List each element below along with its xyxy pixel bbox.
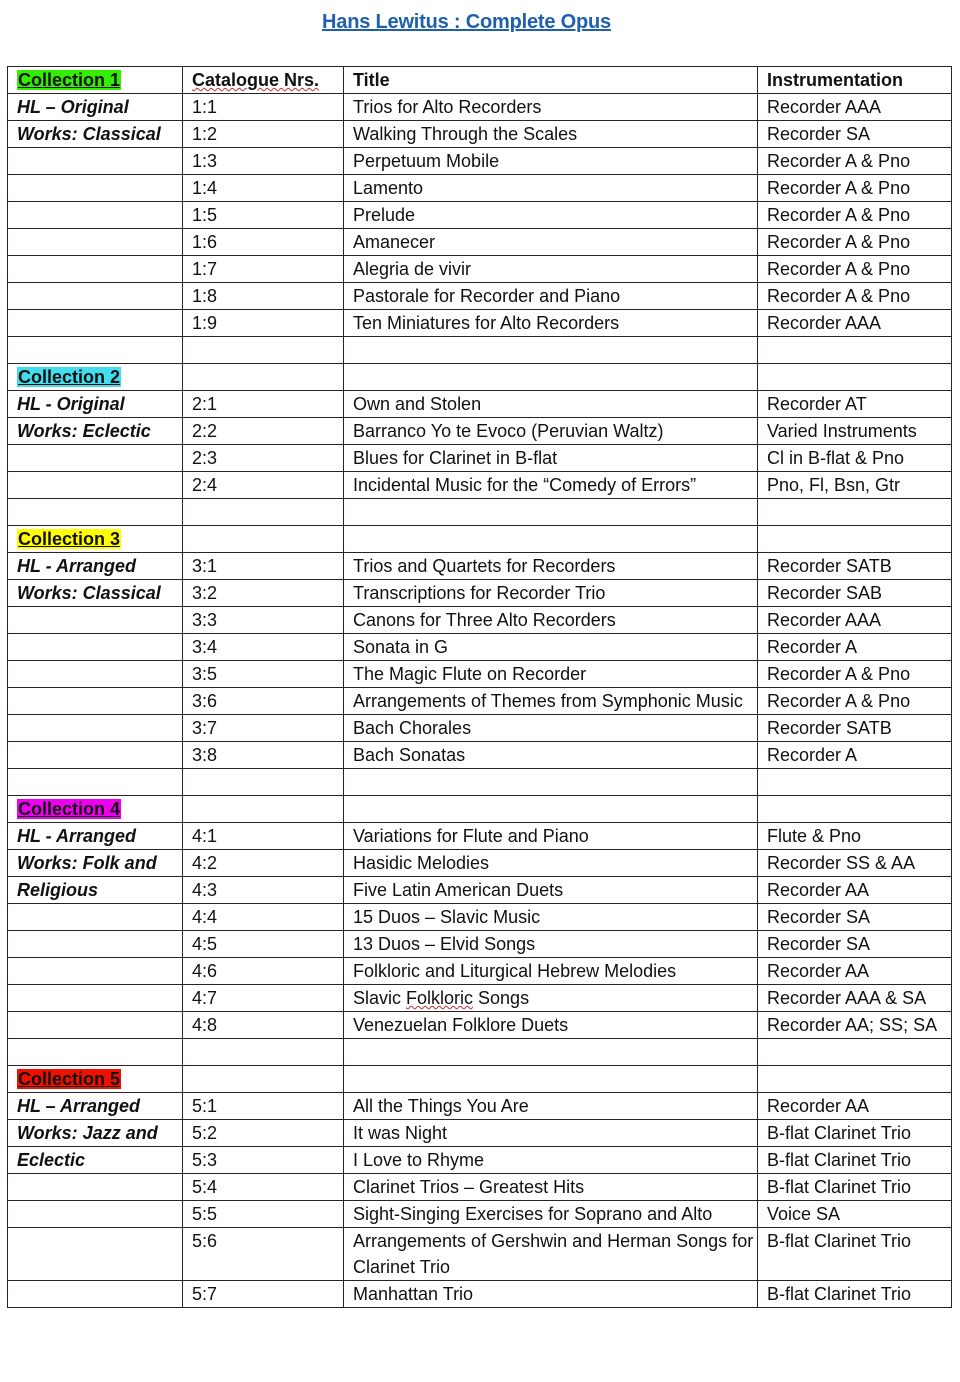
work-title-cell — [344, 931, 758, 958]
work-title-text: Variations for Flute and Piano — [353, 826, 589, 846]
collection-group-cell: Works: Jazz and — [8, 1120, 183, 1147]
collection-group-cell — [8, 958, 183, 985]
collection-group-cell — [8, 634, 183, 661]
instrumentation-cell: Recorder AA — [758, 1093, 952, 1120]
work-title-text: Arrangements of Themes from Symphonic Music — [353, 691, 743, 711]
work-row — [8, 1093, 952, 1120]
catalogue-nr-cell: 4:8 — [183, 1012, 344, 1039]
collection-group-cell: HL - Arranged — [8, 553, 183, 580]
work-title-text: Trios for Alto Recorders — [353, 97, 542, 117]
spellcheck-mark: Folkloric — [406, 988, 474, 1008]
work-title-text: Walking Through the Scales — [353, 124, 578, 144]
work-title-text: Ten Miniatures for Alto Recorders — [353, 313, 620, 333]
work-row — [8, 1201, 952, 1228]
empty-cell — [344, 769, 758, 796]
work-title-text: Hasidic Melodies — [353, 853, 490, 873]
collection-4-label: Collection 4 — [18, 799, 121, 819]
empty-cell — [758, 526, 952, 553]
work-title-cell — [344, 418, 758, 445]
empty-cell — [344, 499, 758, 526]
catalogue-nr-cell: 3:2 — [183, 580, 344, 607]
catalogue-nr-cell: 1:1 — [183, 94, 344, 121]
work-title-cell — [344, 985, 758, 1012]
spacer-row — [8, 769, 952, 796]
work-title-cell — [344, 823, 758, 850]
work-title-cell — [344, 1120, 758, 1147]
work-title-cell — [344, 742, 758, 769]
collection-3-label: Collection 3 — [18, 529, 121, 549]
header-title: Title — [344, 67, 758, 94]
catalogue-nr-cell: 4:6 — [183, 958, 344, 985]
instrumentation-cell: Recorder AA; SS; SA — [758, 1012, 952, 1039]
instrumentation-cell: Recorder A — [758, 742, 952, 769]
empty-cell — [183, 796, 344, 823]
work-title-text: It was Night — [353, 1123, 448, 1143]
work-title-cell — [344, 1093, 758, 1120]
work-title-cell — [344, 661, 758, 688]
work-title-cell — [344, 553, 758, 580]
work-title-text: 13 Duos – Elvid Songs — [353, 934, 536, 954]
work-title-text: Incidental Music for the “Comedy of Errors” — [353, 475, 697, 495]
instrumentation-cell: Recorder A & Pno — [758, 256, 952, 283]
work-row — [8, 472, 952, 499]
catalogue-nr-cell: 5:5 — [183, 1201, 344, 1228]
work-title-text: Bach Chorales — [353, 718, 472, 738]
collection-group-cell — [8, 1281, 183, 1308]
instrumentation-cell: Recorder A & Pno — [758, 202, 952, 229]
instrumentation-cell: Pno, Fl, Bsn, Gtr — [758, 472, 952, 499]
work-row — [8, 148, 952, 175]
work-row — [8, 553, 952, 580]
work-title-text: 15 Duos – Slavic Music — [353, 907, 541, 927]
collection-group-cell — [8, 202, 183, 229]
empty-cell — [758, 499, 952, 526]
instrumentation-cell: Flute & Pno — [758, 823, 952, 850]
collection-group-cell: HL – Arranged — [8, 1093, 183, 1120]
catalogue-nr-cell: 5:6 — [183, 1228, 344, 1281]
catalogue-nr-cell: 5:2 — [183, 1120, 344, 1147]
collection-group-cell — [8, 1012, 183, 1039]
work-row — [8, 229, 952, 256]
catalogue-nr-cell: 1:2 — [183, 121, 344, 148]
empty-cell — [183, 526, 344, 553]
instrumentation-cell: Recorder A & Pno — [758, 175, 952, 202]
opus-table — [7, 66, 952, 1308]
empty-cell — [183, 364, 344, 391]
catalogue-nr-cell: 4:3 — [183, 877, 344, 904]
collection-group-cell: Works: Folk and — [8, 850, 183, 877]
catalogue-nr-cell: 1:4 — [183, 175, 344, 202]
work-title-text: Arrangements of Gershwin and Herman Songs for Clarinet Trio — [353, 1231, 754, 1277]
catalogue-nr-cell: 4:1 — [183, 823, 344, 850]
empty-cell — [183, 1039, 344, 1066]
collection-group-cell — [8, 283, 183, 310]
collection-group-cell — [8, 229, 183, 256]
work-title-cell — [344, 607, 758, 634]
instrumentation-cell: Recorder SATB — [758, 715, 952, 742]
work-title-cell — [344, 1174, 758, 1201]
catalogue-nr-cell: 5:4 — [183, 1174, 344, 1201]
work-row — [8, 850, 952, 877]
catalogue-nr-cell: 5:3 — [183, 1147, 344, 1174]
work-title-cell — [344, 958, 758, 985]
work-title-cell — [344, 1201, 758, 1228]
instrumentation-cell: Varied Instruments — [758, 418, 952, 445]
work-title-text: The Magic Flute on Recorder — [353, 664, 587, 684]
work-title-cell — [344, 1281, 758, 1308]
collection-group-cell: Eclectic — [8, 1147, 183, 1174]
work-row — [8, 121, 952, 148]
collection-group-cell — [8, 472, 183, 499]
collection-4-label-row — [8, 796, 952, 823]
collection-group-cell — [8, 175, 183, 202]
work-row — [8, 931, 952, 958]
work-title-cell — [344, 715, 758, 742]
collection-group-cell — [8, 1201, 183, 1228]
collection-group-cell — [8, 607, 183, 634]
work-title-cell — [344, 310, 758, 337]
instrumentation-cell: Recorder AAA — [758, 310, 952, 337]
empty-cell — [8, 337, 183, 364]
empty-cell — [344, 796, 758, 823]
collection-group-cell: Religious — [8, 877, 183, 904]
work-title-cell — [344, 688, 758, 715]
catalogue-nr-cell: 1:6 — [183, 229, 344, 256]
work-title-cell — [344, 175, 758, 202]
catalogue-nr-cell: 4:2 — [183, 850, 344, 877]
empty-cell — [344, 337, 758, 364]
catalogue-nr-cell: 2:4 — [183, 472, 344, 499]
work-row — [8, 175, 952, 202]
catalogue-nr-cell: 4:5 — [183, 931, 344, 958]
work-title-text: Perpetuum Mobile — [353, 151, 500, 171]
collection-group-cell — [8, 148, 183, 175]
collection-group-cell — [8, 715, 183, 742]
work-title-cell — [344, 283, 758, 310]
work-title-text: Sight-Singing Exercises for Soprano and Alto — [353, 1204, 713, 1224]
header-instrumentation: Instrumentation — [758, 67, 952, 94]
work-row — [8, 580, 952, 607]
spacer-row — [8, 1039, 952, 1066]
instrumentation-cell: Recorder A & Pno — [758, 148, 952, 175]
catalogue-nr-cell: 2:1 — [183, 391, 344, 418]
work-title-cell — [344, 904, 758, 931]
collection-group-cell — [8, 742, 183, 769]
work-title-text: Sonata in G — [353, 637, 449, 657]
collection-group-cell: HL - Arranged — [8, 823, 183, 850]
empty-cell — [344, 364, 758, 391]
work-row — [8, 1147, 952, 1174]
instrumentation-cell: Recorder A & Pno — [758, 661, 952, 688]
collection-group-cell: HL – Original — [8, 94, 183, 121]
instrumentation-cell: Recorder SAB — [758, 580, 952, 607]
collection-group-cell — [8, 688, 183, 715]
catalogue-nr-cell: 3:3 — [183, 607, 344, 634]
instrumentation-cell: Recorder AAA — [758, 607, 952, 634]
collection-group-cell — [8, 661, 183, 688]
collection-group-cell: Works: Eclectic — [8, 418, 183, 445]
work-row — [8, 94, 952, 121]
work-title-cell — [344, 121, 758, 148]
header-row — [8, 67, 952, 94]
work-row — [8, 445, 952, 472]
work-title-cell — [344, 229, 758, 256]
collection-group-cell — [8, 985, 183, 1012]
work-row — [8, 985, 952, 1012]
work-title-cell — [344, 850, 758, 877]
collection-1-label: Collection 1 — [18, 70, 121, 90]
work-title-cell — [344, 634, 758, 661]
work-title-text: Manhattan Trio — [353, 1284, 474, 1304]
empty-cell — [8, 1039, 183, 1066]
instrumentation-cell: B-flat Clarinet Trio — [758, 1147, 952, 1174]
empty-cell — [344, 1066, 758, 1093]
catalogue-nr-cell: 3:4 — [183, 634, 344, 661]
instrumentation-cell: Recorder SS & AA — [758, 850, 952, 877]
empty-cell — [344, 526, 758, 553]
work-row — [8, 715, 952, 742]
collection-label-cell — [8, 526, 183, 553]
work-row — [8, 1281, 952, 1308]
work-title-text: Bach Sonatas — [353, 745, 466, 765]
work-row — [8, 1012, 952, 1039]
collection-group-cell — [8, 1228, 183, 1281]
work-row — [8, 202, 952, 229]
collection-group-cell — [8, 931, 183, 958]
empty-cell — [183, 499, 344, 526]
work-row — [8, 634, 952, 661]
empty-cell — [758, 769, 952, 796]
collection-group-cell — [8, 256, 183, 283]
opus-table-body — [8, 67, 952, 1308]
work-title-text: Venezuelan Folklore Duets — [353, 1015, 569, 1035]
instrumentation-cell: B-flat Clarinet Trio — [758, 1228, 952, 1281]
work-row — [8, 607, 952, 634]
catalogue-nr-cell: 2:2 — [183, 418, 344, 445]
catalogue-nr-cell: 1:7 — [183, 256, 344, 283]
work-title-cell — [344, 256, 758, 283]
instrumentation-cell: Recorder SA — [758, 121, 952, 148]
work-title-cell — [344, 580, 758, 607]
instrumentation-cell: Recorder A & Pno — [758, 229, 952, 256]
work-title-cell — [344, 202, 758, 229]
instrumentation-cell: Recorder AT — [758, 391, 952, 418]
work-row — [8, 283, 952, 310]
collection-label-cell — [8, 364, 183, 391]
catalogue-nr-cell: 1:8 — [183, 283, 344, 310]
collection-group-cell: Works: Classical — [8, 580, 183, 607]
instrumentation-cell: Recorder AA — [758, 958, 952, 985]
collection-group-cell — [8, 904, 183, 931]
work-title-text: Canons for Three Alto Recorders — [353, 610, 616, 630]
instrumentation-cell: B-flat Clarinet Trio — [758, 1120, 952, 1147]
work-row — [8, 256, 952, 283]
catalogue-nr-cell: 3:5 — [183, 661, 344, 688]
work-title-text: Own and Stolen — [353, 394, 482, 414]
header-collection-cell — [8, 67, 183, 94]
work-title-cell — [344, 148, 758, 175]
work-row — [8, 310, 952, 337]
catalogue-nr-cell: 4:7 — [183, 985, 344, 1012]
catalogue-nr-cell: 5:7 — [183, 1281, 344, 1308]
collection-2-label: Collection 2 — [18, 367, 121, 387]
catalogue-nr-cell: 3:8 — [183, 742, 344, 769]
work-row — [8, 958, 952, 985]
work-row — [8, 877, 952, 904]
empty-cell — [8, 769, 183, 796]
empty-cell — [183, 769, 344, 796]
catalogue-nr-cell: 1:3 — [183, 148, 344, 175]
work-title-cell — [344, 877, 758, 904]
work-row — [8, 688, 952, 715]
instrumentation-cell: Recorder AAA & SA — [758, 985, 952, 1012]
collection-label-cell — [8, 1066, 183, 1093]
empty-cell — [183, 1066, 344, 1093]
work-row — [8, 1120, 952, 1147]
work-title-text: Barranco Yo te Evoco (Peruvian Waltz) — [353, 421, 664, 441]
collection-label-cell — [8, 796, 183, 823]
work-title-text: Prelude — [353, 205, 416, 225]
catalogue-nr-cell: 4:4 — [183, 904, 344, 931]
work-row — [8, 742, 952, 769]
work-title-text: Transcriptions for Recorder Trio — [353, 583, 606, 603]
work-title-text: Five Latin American Duets — [353, 880, 564, 900]
spacer-row — [8, 499, 952, 526]
catalogue-nr-cell: 3:6 — [183, 688, 344, 715]
instrumentation-cell: Recorder SATB — [758, 553, 952, 580]
collection-5-label-row — [8, 1066, 952, 1093]
work-row — [8, 391, 952, 418]
empty-cell — [758, 337, 952, 364]
collection-5-label: Collection 5 — [18, 1069, 121, 1089]
work-row — [8, 418, 952, 445]
work-row — [8, 823, 952, 850]
header-catalogue-text: Catalogue Nrs. — [192, 70, 320, 90]
document-title: Hans Lewitus : Complete Opus — [322, 11, 611, 33]
collection-group-cell — [8, 445, 183, 472]
empty-cell — [758, 1066, 952, 1093]
work-title-text: Blues for Clarinet in B-flat — [353, 448, 558, 468]
work-title-text: Lamento — [353, 178, 424, 198]
work-title-cell — [344, 472, 758, 499]
work-row — [8, 904, 952, 931]
instrumentation-cell: Recorder A & Pno — [758, 688, 952, 715]
work-title-text: I Love to Rhyme — [353, 1150, 485, 1170]
catalogue-nr-cell: 3:1 — [183, 553, 344, 580]
collection-group-cell: HL - Original — [8, 391, 183, 418]
work-title-text: Amanecer — [353, 232, 436, 252]
instrumentation-cell: B-flat Clarinet Trio — [758, 1174, 952, 1201]
header-catalogue — [183, 67, 344, 94]
instrumentation-cell: B-flat Clarinet Trio — [758, 1281, 952, 1308]
instrumentation-cell: Recorder A — [758, 634, 952, 661]
collection-group-cell — [8, 1174, 183, 1201]
work-title-text: Slavic Folkloric Songs — [353, 988, 530, 1008]
work-title-text: Alegria de vivir — [353, 259, 472, 279]
instrumentation-cell: Cl in B-flat & Pno — [758, 445, 952, 472]
work-row — [8, 1228, 952, 1281]
work-title-cell — [344, 445, 758, 472]
work-title-cell — [344, 1012, 758, 1039]
empty-cell — [758, 796, 952, 823]
instrumentation-cell: Recorder A & Pno — [758, 283, 952, 310]
work-title-cell — [344, 391, 758, 418]
work-title-cell — [344, 1147, 758, 1174]
work-title-text: All the Things You Are — [353, 1096, 529, 1116]
empty-cell — [758, 1039, 952, 1066]
catalogue-nr-cell: 1:5 — [183, 202, 344, 229]
catalogue-nr-cell: 1:9 — [183, 310, 344, 337]
empty-cell — [183, 337, 344, 364]
collection-3-label-row — [8, 526, 952, 553]
spacer-row — [8, 337, 952, 364]
instrumentation-cell: Voice SA — [758, 1201, 952, 1228]
instrumentation-cell: Recorder SA — [758, 904, 952, 931]
work-row — [8, 661, 952, 688]
collection-2-label-row — [8, 364, 952, 391]
instrumentation-cell: Recorder AAA — [758, 94, 952, 121]
empty-cell — [344, 1039, 758, 1066]
catalogue-nr-cell: 2:3 — [183, 445, 344, 472]
work-row — [8, 1174, 952, 1201]
collection-group-cell: Works: Classical — [8, 121, 183, 148]
work-title-text: Folkloric and Liturgical Hebrew Melodies — [353, 961, 677, 981]
empty-cell — [758, 364, 952, 391]
catalogue-nr-cell: 3:7 — [183, 715, 344, 742]
work-title-text: Pastorale for Recorder and Piano — [353, 286, 621, 306]
work-title-text: Trios and Quartets for Recorders — [353, 556, 616, 576]
collection-group-cell — [8, 310, 183, 337]
work-title-cell — [344, 1228, 758, 1281]
catalogue-nr-cell: 5:1 — [183, 1093, 344, 1120]
work-title-cell — [344, 94, 758, 121]
instrumentation-cell: Recorder AA — [758, 877, 952, 904]
empty-cell — [8, 499, 183, 526]
work-title-text: Clarinet Trios – Greatest Hits — [353, 1177, 585, 1197]
instrumentation-cell: Recorder SA — [758, 931, 952, 958]
